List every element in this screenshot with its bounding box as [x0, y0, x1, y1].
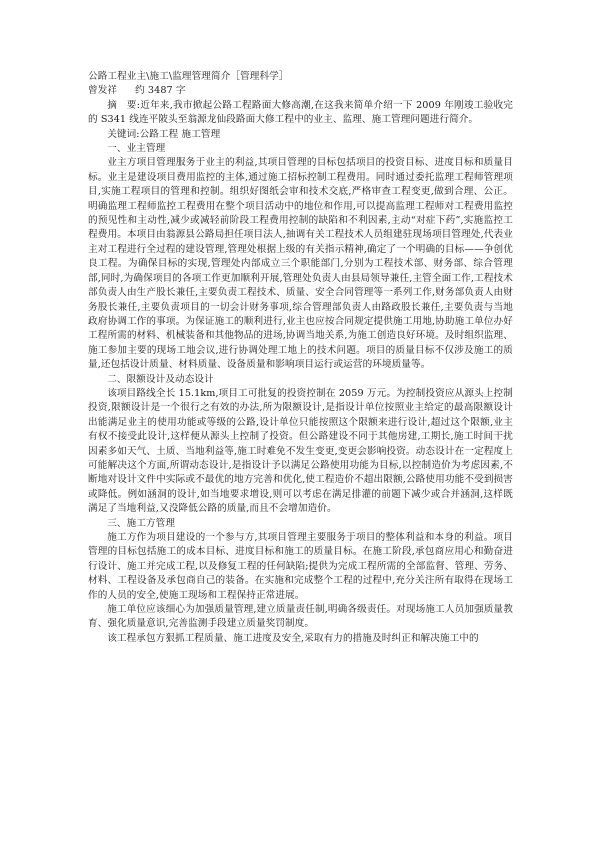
article-abstract: 摘 要:近年来,我市掀起公路工程路面大修高潮,在这我来简单介绍一下 2009 年刚竣工验收完的 S341 线连平陂头至翁源龙仙段路面大修工程中的业主、监理、施工管理问题进行简介。 — [88, 99, 513, 126]
article-title: 公路工程业主\施工\监理管理简介［管理科学］ — [88, 71, 289, 82]
section-paragraph: 该工程承包方狠抓工程质量、施工进度及安全,采取有力的措施及时纠正和解决施工中的 — [107, 632, 479, 644]
section-heading-owner: 一、业主管理 — [107, 143, 166, 155]
section-paragraph: 施工单位应该细心为加强质量管理,建立质量责任制,明确各级责任。对现场施工人员加强质量教育、强化质量意识,完善监测手段建立质量奖罚制度。 — [88, 604, 513, 630]
section-paragraph: 业主方项目管理服务于业主的利益,其项目管理的目标包括项目的投资目标、进度目标和质量目标。业主是建设项目费用监控的主体,通过施工招标控制工程费用。同时通过委托监理工程师管理项目,实施工程项目的管理和控制。组织好图纸会审和技术交底,严格审查工程变更,做到合理、公正。明确监理工程师监控工程费用在整个项目活动中的地位和作用,可以提高监理工程师对工程费用监控的预见性和主动性,减少或减轻前阶段工程费用控制的缺陷和不利因素,主动“对症下药”,实施监控工程费用。本项目由翁源县公路局担任项目法人,抽调有关工程技术人员组建驻现场项目管理处,代表业主对工程进行全过程的建设管理,管理处根据上级的有关指示精神,确定了一个明确的目标——争创优良工程。为确保目标的实现,管理处内部成立三个职能部门,分别为工程技术部、财务部、综合管理部,同时,为确保项目的各项工作更加顺利开展,管理处负责人由县局领导兼任,主管全面工作,工程技术部负责人由生产股长兼任,主要负责工程技术、质量、安全合同管理等一系列工作,财务部负责人由财务股长兼任,主要负责项目的一切会计财务事项,综合管理部负责人由路政股长兼任,主要负责与当地政府协调工作的事项。为保证施工的顺利进行,业主也应按合同规定提供施工用地,协助施工单位办好工程所需的材料、机械装备和其他物品的进场,协调当地关系,为施工创造良好环境。及时组织监理、施工参加主要的现场工地会议,进行协调处理工地上的技术问题。项目的质量目标不仅涉及施工的质量,还包括设计质量、材料质量、设备质量和影响项目运行或运营的环境质量等。 — [88, 157, 513, 371]
word-count: 约 3487 字 — [135, 85, 186, 97]
author-name: 曾发祥 — [88, 85, 118, 97]
section-paragraph: 该项目路线全长 15.1km,项目工可批复的投资控制在 2059 万元。为控制投资应从源头上控制投资,限额设计是一个很行之有效的办法,所为限额设计,是指设计单位按照业主给定的最高限额设计出能满足业主的使用功能或等级的公路,设计单位只能按照这个限额来进行设计,超过这个限额,业主有权不接受此设计,这样便从源头上控制了投资。但公路建设不同于其他房建,工期长,施工时间干扰因素多如天气、土质、当地利益等,施工时难免不发生变更,变更会影响投资。动态设计在一定程度上可能解决这个方面,所谓动态设计,是指设计予以满足公路使用功能为目标,以控制造价为考虑因素,不断地对设计文件中实际或不最优的地方完善和优化,使工程造价不超出限额,公路使用功能不受到损害或降低。例如涵洞的设计,如当地要求增设,则可以考虑在满足排灌的前题下减少或合并涵洞,这样既满足了当地利益,又没降低公路的质量,而且不会增加造价。 — [88, 387, 513, 515]
article-keywords: 关键词:公路工程 施工管理 — [107, 128, 221, 140]
section-paragraph: 施工方作为项目建设的一个参与方,其项目管理主要服务于项目的整体利益和本身的利益。项目管理的目标包括施工的成本目标、进度目标和施工的质量目标。在施工阶段,承包商应用心和勤奋进行设计、施工并完成工程,以及修复工程的任何缺陷;提供为完成工程所需的全部监督、管理、劳务、材料、工程设备及承包商自己的装备。在实施和完成整个工程的过程中,充分关注所有取得在现场工作的人员的安全,使施工现场和工程保持正常进展。 — [88, 532, 513, 601]
article-meta — [88, 84, 513, 98]
section-heading-contractor: 三、施工方管理 — [107, 517, 176, 529]
document-page — [88, 70, 513, 646]
section-heading-design: 二、限额设计及动态设计 — [107, 373, 214, 385]
